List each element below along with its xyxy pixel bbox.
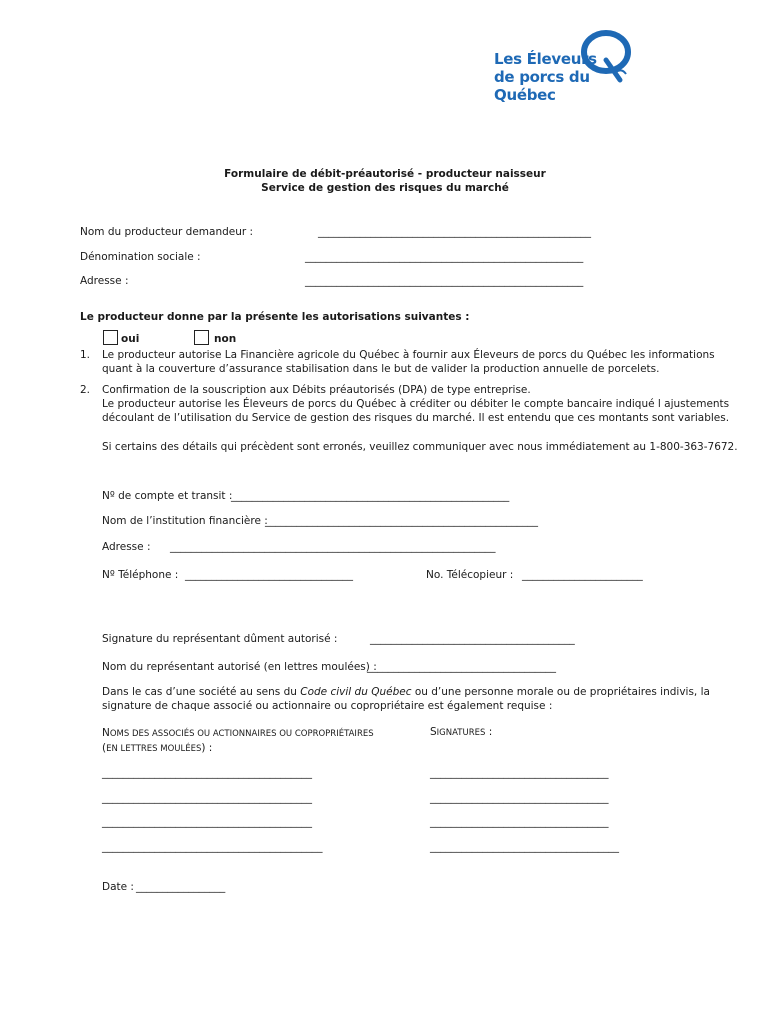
multiple-signatures-line-2: signature de chaque associé ou actionnaire ou copropriétaire est également requise : (102, 700, 553, 712)
date-label: Date : (102, 881, 134, 893)
account-number-label: Nº de compte et transit : (102, 490, 233, 502)
item-1-line-2: quant à la couverture d’assurance stabilisation dans le but de valider la production annuelle de porcelets. (102, 363, 660, 375)
logo-line-1: Les Éleveurs (494, 50, 597, 68)
correction-notice: Si certains des détails qui précèdent sont erronés, veuillez communiquer avec nous immédiatement au 1-800-363-7672. (102, 441, 738, 453)
item-1-text (102, 348, 715, 376)
form-title: Formulaire de débit-préautorisé - producteur naisseur (224, 168, 546, 180)
item-1-line-1: Le producteur autorise La Financière agricole du Québec à fournir aux Éleveurs de porcs du Québec les informations (102, 349, 715, 361)
multiple-signatures-line-1 (102, 685, 710, 699)
associate-signature-field[interactable]: ____________________________________ (430, 841, 619, 853)
bank-address-label: Adresse : (102, 541, 151, 553)
address-field[interactable]: _____________________________________________________ (305, 275, 584, 287)
institution-label: Nom de l’institution financière : (102, 515, 268, 527)
no-checkbox[interactable] (194, 330, 209, 345)
producer-name-field[interactable]: ____________________________________________________ (318, 226, 591, 238)
date-field[interactable]: _________________ (136, 881, 226, 893)
representative-signature-label: Signature du représentant dûment autorisé : (102, 633, 338, 645)
civil-code-reference: Code civil du Québec (300, 686, 412, 698)
institution-field[interactable]: ____________________________________________________ (265, 515, 538, 527)
company-name-label: Dénomination sociale : (80, 251, 201, 263)
item-2-text (102, 383, 729, 425)
item-2-line-1: Confirmation de la souscription aux Débits préautorisés (DPA) de type entreprise. (102, 384, 531, 396)
phone-field[interactable]: ________________________________ (185, 569, 353, 581)
associate-signature-field[interactable]: __________________________________ (430, 792, 609, 804)
item-2-number: 2. (80, 384, 91, 396)
item-2-line-3: découlant de l’utilisation du Service de gestion des risques du marché. Il est entendu que ces montants sont variables. (102, 412, 730, 424)
yes-checkbox[interactable] (103, 330, 118, 345)
associate-name-field[interactable]: ________________________________________ (102, 767, 312, 779)
paragraph-text-a: Dans le cas d’une société au sens du (102, 686, 301, 698)
item-2-line-2: Le producteur autorise les Éleveurs de porcs du Québec à créditer ou débiter le compte bancaire indiqué l ajustements (102, 398, 730, 410)
names-column-header: NOMS DES ASSOCIÉS OU ACTIONNAIRES OU COPROPRIÉTAIRES (EN LETTRES MOULÉES) : (102, 727, 374, 754)
representative-name-label: Nom du représentant autorisé (en lettres moulées) : (102, 661, 377, 673)
authorizations-heading: Le producteur donne par la présente les autorisations suivantes : (80, 311, 470, 323)
associate-signature-field[interactable]: __________________________________ (430, 767, 609, 779)
logo-line-2: de porcs du Québec (494, 68, 590, 104)
associate-signature-field[interactable]: __________________________________ (430, 816, 609, 828)
associate-name-field[interactable]: ________________________________________ (102, 792, 312, 804)
signatures-column-header: SIGNATURES : (430, 726, 493, 738)
no-label: non (214, 333, 237, 345)
fax-label: No. Télécopieur : (426, 569, 514, 581)
associate-name-field[interactable]: ________________________________________ (102, 816, 312, 828)
item-1-number: 1. (80, 349, 91, 361)
fax-field[interactable]: _______________________ (522, 569, 643, 581)
paragraph-text-b: ou d’une personne morale ou de propriétaires indivis, la (411, 686, 710, 698)
company-name-field[interactable]: _____________________________________________________ (305, 251, 584, 263)
representative-signature-field[interactable]: _______________________________________ (370, 633, 575, 645)
yes-label: oui (121, 333, 140, 345)
producer-name-label: Nom du producteur demandeur : (80, 226, 254, 238)
address-label: Adresse : (80, 275, 129, 287)
account-number-field[interactable]: _____________________________________________________ (231, 490, 510, 502)
phone-label: Nº Téléphone : (102, 569, 179, 581)
bank-address-field[interactable]: ______________________________________________________________ (170, 541, 496, 553)
multiple-signatures-paragraph (102, 685, 710, 713)
organization-logo (488, 30, 648, 104)
associate-name-field[interactable]: __________________________________________ (102, 841, 323, 853)
form-subtitle: Service de gestion des risques du marché (261, 182, 509, 194)
representative-name-field[interactable]: ____________________________________ (367, 661, 556, 673)
